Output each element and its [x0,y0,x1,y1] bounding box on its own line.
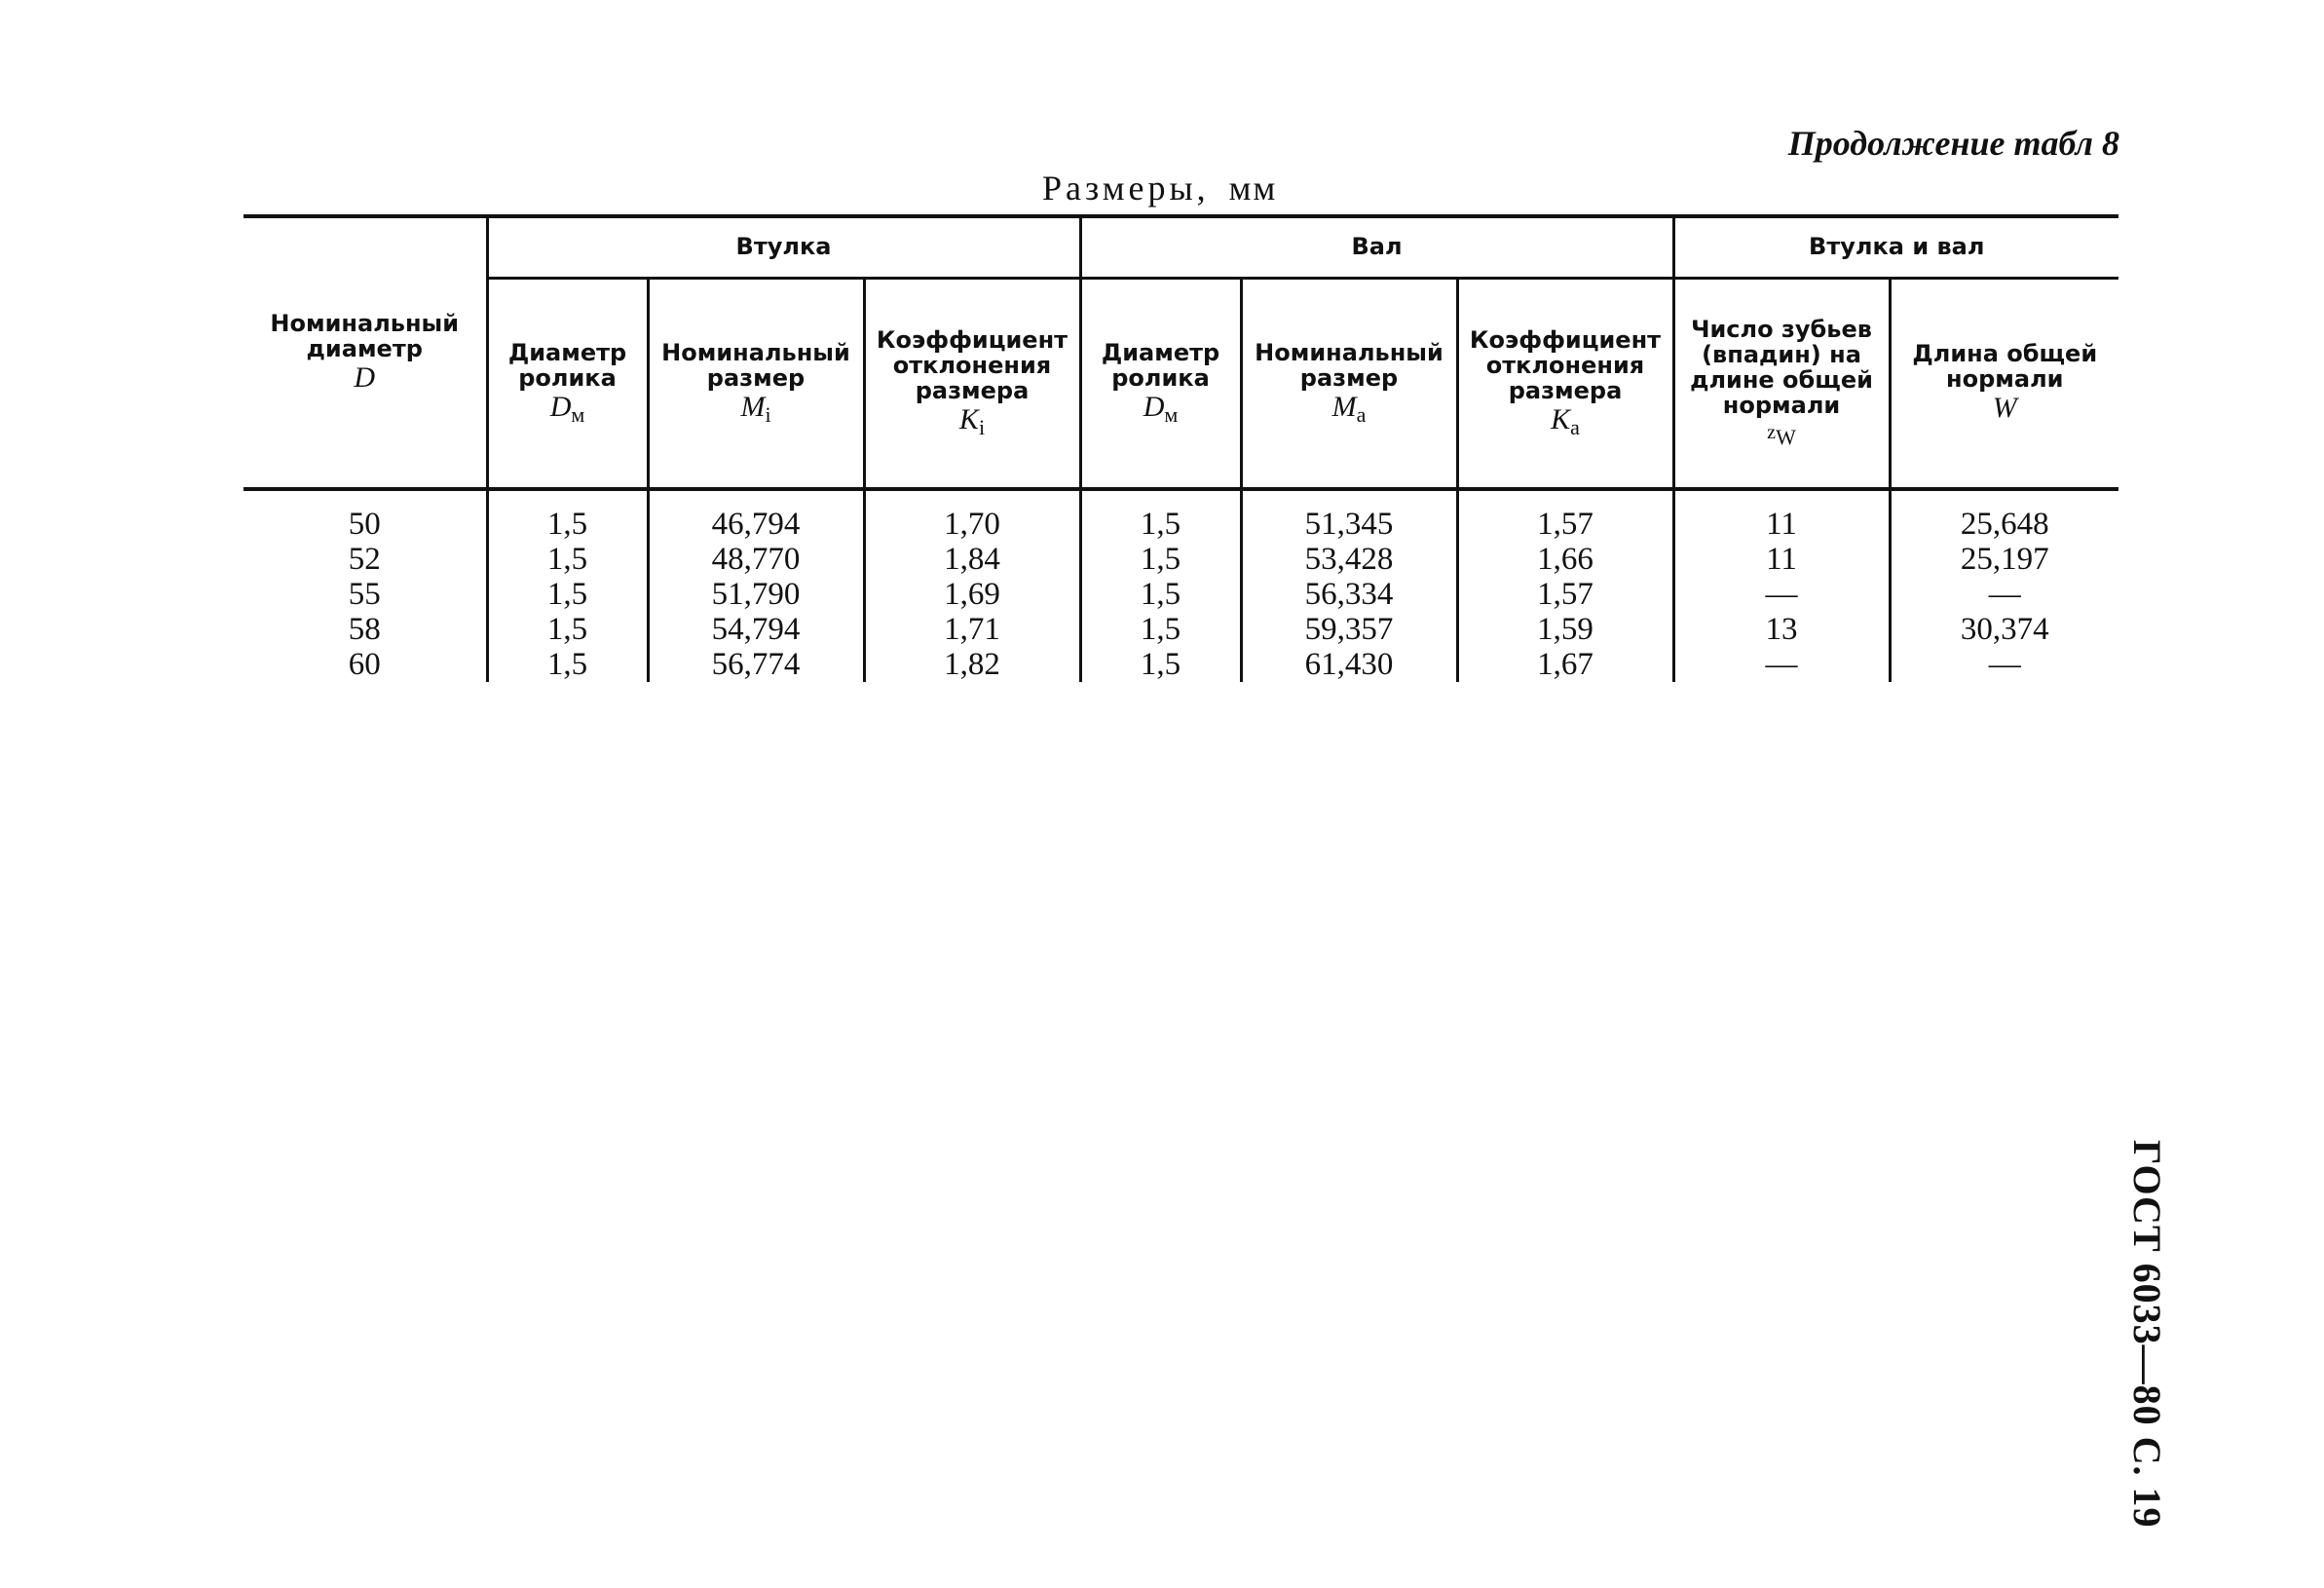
header-shaft-deviation-coefficient [1457,279,1673,490]
group-header-bushing-and-shaft: Втулка и вал [1673,216,2118,279]
cell-shaft-roller-diameter: 1,5 [1080,612,1241,647]
table-row [244,542,2118,577]
document-side-label: ГОСТ 6033—80 С. 19 [2125,1140,2169,1529]
spacer-cell [244,489,487,507]
header-symbol-sub: i [978,414,986,439]
cell-bushing-nominal-size: 48,770 [648,542,864,577]
header-label: Диаметр ролика [507,338,627,392]
cell-bushing-roller-diameter: 1,5 [487,542,648,577]
header-label: Номинальный размер [661,338,850,392]
header-column-row [244,279,2118,490]
table-row [244,507,2118,542]
header-symbol: K [958,402,979,435]
cell-teeth-count: — [1673,647,1890,682]
cell-shaft-roller-diameter: 1,5 [1080,577,1241,612]
cell-bushing-roller-diameter: 1,5 [487,507,648,542]
cell-teeth-count: 13 [1673,612,1890,647]
table-spacer-row [244,489,2118,507]
group-header-bushing: Втулка [487,216,1080,279]
cell-bushing-deviation-coefficient: 1,71 [864,612,1080,647]
cell-shaft-deviation-coefficient: 1,57 [1457,577,1673,612]
cell-common-normal-length: 25,197 [1890,542,2118,577]
spacer-cell [1080,489,1241,507]
table-row [244,612,2118,647]
cell-shaft-roller-diameter: 1,5 [1080,507,1241,542]
cell-common-normal-length: 25,648 [1890,507,2118,542]
cell-bushing-nominal-size: 46,794 [648,507,864,542]
table-continuation-label: Продолжение табл 8 [1787,124,2119,163]
cell-shaft-deviation-coefficient: 1,66 [1457,542,1673,577]
cell-shaft-nominal-size: 53,428 [1241,542,1457,577]
header-nominal-diameter-label: Номинальный диаметр [270,309,460,362]
cell-bushing-roller-diameter: 1,5 [487,612,648,647]
table-row [244,647,2118,682]
cell-nominal-diameter: 52 [348,542,381,577]
header-shaft-nominal-size [1241,279,1457,490]
cell-teeth-count: 11 [1673,542,1890,577]
cell-common-normal-length: — [1890,647,2118,682]
cell-bushing-roller-diameter: 1,5 [487,577,648,612]
spacer-cell [1673,489,1890,507]
group-header-shaft: Вал [1080,216,1673,279]
header-label: Коэффициент отклонения размера [1469,325,1662,404]
cell-bushing-deviation-coefficient: 1,69 [864,577,1080,612]
cell-nominal-diameter: 60 [348,647,381,682]
cell-shaft-deviation-coefficient: 1,67 [1457,647,1673,682]
header-label: Номинальный размер [1255,338,1443,392]
cell-bushing-deviation-coefficient: 1,82 [864,647,1080,682]
cell-common-normal-length: 30,374 [1890,612,2118,647]
header-label: Коэффициент отклонения размера [876,325,1068,404]
header-symbol: M [740,390,766,423]
dimensions-table [244,214,2118,682]
header-symbol: z [1767,422,1777,444]
header-symbol-sub: a [1356,401,1367,427]
header-symbol: W [1992,392,2017,425]
header-teeth-count [1673,279,1890,490]
table-row [244,577,2118,612]
spacer-cell [648,489,864,507]
cell-bushing-deviation-coefficient: 1,84 [864,542,1080,577]
cell-nominal-diameter: 58 [348,612,381,647]
table-caption [1042,168,1277,208]
header-nominal-diameter [244,216,487,489]
caption-text: Размеры, [1042,169,1210,208]
header-label: Длина общей нормали [1912,340,2098,394]
header-label: Диаметр ролика [1101,338,1220,392]
spacer-cell [1890,489,2118,507]
header-nominal-diameter-symbol: D [354,360,376,394]
header-symbol: K [1551,402,1571,435]
cell-bushing-nominal-size: 51,790 [648,577,864,612]
cell-shaft-roller-diameter: 1,5 [1080,647,1241,682]
cell-shaft-nominal-size: 61,430 [1241,647,1457,682]
header-label: Число зубьев (впадин) на длине общей нормали [1690,316,1873,420]
caption-unit: мм [1228,169,1278,208]
header-shaft-roller-diameter [1080,279,1241,490]
cell-nominal-diameter: 50 [348,507,381,542]
header-bushing-nominal-size [648,279,864,490]
header-symbol: D [549,390,572,423]
cell-teeth-count: 11 [1673,507,1890,542]
cell-shaft-nominal-size: 51,345 [1241,507,1457,542]
cell-shaft-nominal-size: 56,334 [1241,577,1457,612]
header-symbol: D [1143,390,1165,423]
cell-shaft-deviation-coefficient: 1,57 [1457,507,1673,542]
header-symbol: M [1331,390,1357,423]
cell-shaft-deviation-coefficient: 1,59 [1457,612,1673,647]
header-bushing-roller-diameter [487,279,648,490]
cell-shaft-nominal-size: 59,357 [1241,612,1457,647]
header-symbol-sub: W [1776,424,1796,449]
cell-shaft-roller-diameter: 1,5 [1080,542,1241,577]
header-symbol-sub: i [765,401,771,427]
header-symbol-sub: м [1164,401,1179,427]
spacer-cell [487,489,648,507]
spacer-cell [1457,489,1673,507]
header-bushing-deviation-coefficient [864,279,1080,490]
cell-bushing-deviation-coefficient: 1,70 [864,507,1080,542]
spacer-cell [864,489,1080,507]
spacer-cell [1241,489,1457,507]
header-symbol-sub: a [1570,414,1580,439]
cell-nominal-diameter: 55 [348,577,381,612]
header-group-row [244,216,2118,279]
header-symbol-sub: м [571,401,585,427]
cell-bushing-roller-diameter: 1,5 [487,647,648,682]
cell-bushing-nominal-size: 56,774 [648,647,864,682]
header-common-normal-length [1890,279,2118,490]
cell-common-normal-length: — [1890,577,2118,612]
cell-bushing-nominal-size: 54,794 [648,612,864,647]
cell-teeth-count: — [1673,577,1890,612]
